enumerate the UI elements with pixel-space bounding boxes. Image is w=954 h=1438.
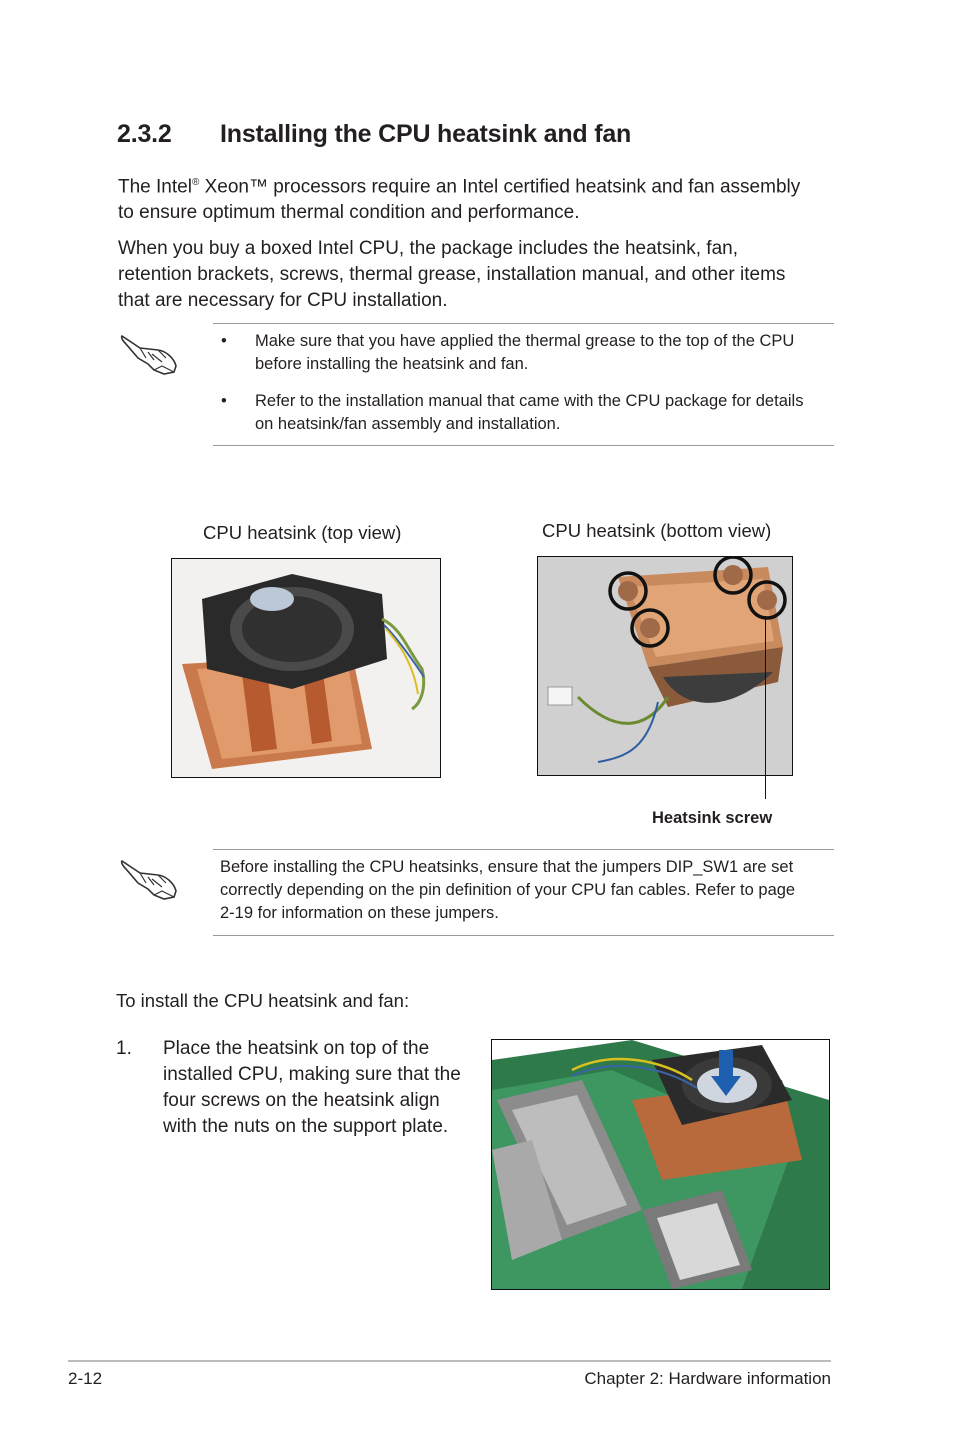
section-title: Installing the CPU heatsink and fan xyxy=(220,120,632,148)
section-number: 2.3.2 xyxy=(117,120,172,148)
note-text: on heatsink/fan assembly and installation. xyxy=(255,415,561,433)
figure-caption-top-view: CPU heatsink (top view) xyxy=(203,522,402,543)
intro-text: retention brackets, screws, thermal grease, installation manual, and other items xyxy=(118,264,786,285)
bullet-dot: • xyxy=(221,392,227,410)
note-rule-top xyxy=(213,323,834,324)
footer-rule xyxy=(68,1360,831,1362)
chapter-title: Chapter 2: Hardware information xyxy=(584,1369,831,1388)
note-rule-bottom xyxy=(213,935,834,936)
intro-paragraph-1 xyxy=(118,170,838,226)
callout-leader-line xyxy=(765,616,766,799)
intro-text: Xeon™ processors require an Intel certified heatsink and fan assembly xyxy=(199,176,801,198)
note-text: Before installing the CPU heatsinks, ensure that the jumpers DIP_SW1 are set xyxy=(220,858,794,876)
intro-text: The Intel xyxy=(118,176,192,198)
note-text-block xyxy=(220,856,830,925)
note-text: Make sure that you have applied the thermal grease to the top of the CPU xyxy=(255,332,795,350)
figure-caption-bottom-view: CPU heatsink (bottom view) xyxy=(542,520,772,541)
step-line: installed CPU, making sure that the xyxy=(163,1064,461,1085)
page-number: 2-12 xyxy=(68,1369,103,1388)
step-line: four screws on the heatsink align xyxy=(163,1090,440,1111)
step-line: Place the heatsink on top of the xyxy=(163,1038,430,1059)
hand-pointing-icon xyxy=(118,853,180,903)
heatsink-top-view-photo xyxy=(171,558,441,778)
intro-paragraph-2 xyxy=(118,236,838,314)
step-line: with the nuts on the support plate. xyxy=(163,1116,449,1137)
note-rule-bottom xyxy=(213,445,834,446)
intro-text: When you buy a boxed Intel CPU, the package includes the heatsink, fan, xyxy=(118,238,738,259)
note-text: correctly depending on the pin definition of your CPU fan cables. Refer to page xyxy=(220,881,796,899)
step-text xyxy=(163,1036,483,1140)
intro-text: to ensure optimum thermal condition and performance. xyxy=(118,202,580,224)
note-text: Refer to the installation manual that came with the CPU package for details xyxy=(255,392,804,410)
heatsink-bottom-view-photo xyxy=(537,556,793,776)
hand-pointing-icon xyxy=(118,328,180,378)
note-text: 2-19 for information on these jumpers. xyxy=(220,904,499,922)
steps-intro: To install the CPU heatsink and fan: xyxy=(116,990,410,1011)
intro-text: that are necessary for CPU installation. xyxy=(118,290,448,311)
note-text: before installing the heatsink and fan. xyxy=(255,355,529,373)
bullet-dot: • xyxy=(221,332,227,350)
registered-mark: ® xyxy=(191,177,200,188)
section-heading xyxy=(117,120,631,149)
heatsink-install-photo xyxy=(491,1039,830,1290)
step-number: 1. xyxy=(116,1038,132,1059)
heatsink-screw-label: Heatsink screw xyxy=(652,809,773,827)
note-rule-top xyxy=(213,849,834,850)
